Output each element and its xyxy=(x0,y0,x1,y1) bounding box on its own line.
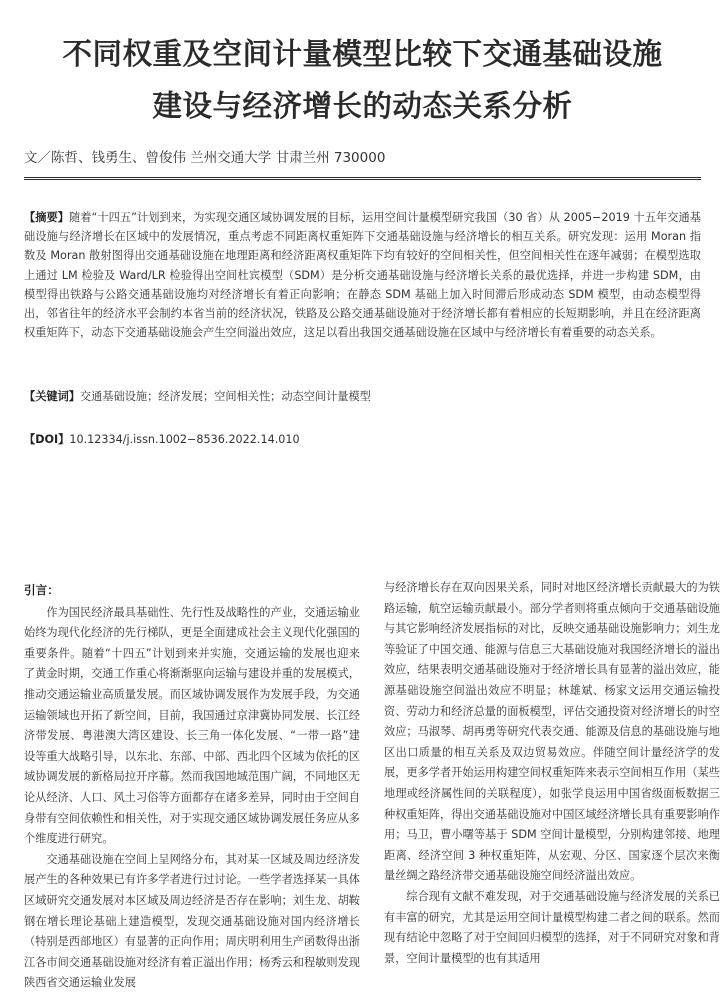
paper-title xyxy=(0,28,725,132)
doi xyxy=(24,431,300,447)
keywords-text: 交通基础设施；经济发展；空间相关性；动态空间计量模型 xyxy=(79,390,371,403)
title-line-1: 不同权重及空间计量模型比较下交通基础设施 xyxy=(62,37,663,71)
doi-text: 10.12334/j.issn.1002−8536.2022.14.010 xyxy=(69,433,300,446)
keywords xyxy=(24,388,371,404)
left-paragraph-2: 交通基础设施在空间上呈网络分布，其对某一区域及周边经济发展产生的各种效果已有许多学者进行过讨论。一些学者选择某一具体区域研究交通发展对本区域及周边经济是否存在影响；刘生龙、胡鞍钢在增长理论基础上建造模型，发现交通基础设施对国内经济增长（特别是西部地区）有显著的正向作用；周庆明利用生产函数得出浙江各市间交通基础设施对经济有着正溢出作用；杨秀云和程敏则发现陕西省交通运输业发展 xyxy=(24,852,360,990)
right-paragraph-1: 与经济增长存在双向因果关系，同时对地区经济增长贡献最大的为铁路运输，航空运输贡献最小。部分学者则将重点倾向于交通基础设施与其它影响经济发展指标的对比，反映交通基础设施影响力；刘生龙等验证了中国交通、能源与信息三大基础设施对我国经济增长的溢出效应，结果表明交通基础设施对于经济增长具有显著的溢出效应，能源基础设施空间溢出效应不明显；林雄斌、杨家文运用交通运输投资、劳动力和经济总量的面板模型，评估交通投资对经济增长的时空效应；马淑琴、胡再勇等研究代表交通、能源及信息的基础设施与地区出口质量的相互关系及双边贸易效应。伴随空间计量经济学的发展，更多学者开始运用构建空间权重矩阵来表示空间相互作用（某些地理或经济属性间的关联程度），如张学良运用中国省级面板数据三种权重矩阵，得出交通基础设施对中国区域经济增长具有重要影响作用；马卫，曹小曙等基于 SDM 空间计量模型，分别构建邻接、地理距离、经济空间 3 种权重矩阵，从宏观、分区、国家逐个层次来衡量丝绸之路经济带交通基础设施空间经济溢出效应。 xyxy=(384,581,720,883)
intro-heading: 引言： xyxy=(24,583,59,597)
keywords-label: 【关键词】 xyxy=(24,390,80,403)
doi-label: 【DOI】 xyxy=(24,433,70,446)
left-paragraph-1: 作为国民经济最具基础性、先行性及战略性的产业，交通运输业始终为现代化经济的先行梯队，更是全面建成社会主义现代化强国的重要条件。随着“十四五”计划到来并实施，交通运输的发展也迎来了黄金时期，交通工作重心将渐渐驱向运输与建设并重的发展模式，推动交通运输业高质量发展。而区域协调发展作为发展手段，为交通运输领域也开拓了新空间，目前，我国通过京津冀协同发展、长江经济带发展、粤港澳大湾区建设、长三角一体化发展、“一带一路”建设等重大战略引导，以东北、东部、中部、西北四个区域为依托的区域协调发展的新格局拉开序幕。然而我国地域范围广阔，不同地区无论从经济、人口、风土习俗等方面都存在诸多差异，同时由于空间自身带有空间依赖性和相关性，对于实现交通区域协调发展任务应从多个维度进行研究。 xyxy=(24,605,360,846)
body-column-right xyxy=(384,578,720,969)
body-column-left xyxy=(24,580,360,994)
divider-bottom xyxy=(24,179,701,180)
right-paragraph-2: 综合现有文献不难发现，对于交通基础设施与经济发展的关系已有丰富的研究，尤其是运用空间计量模型构建二者之间的联系。然而现有结论中忽略了对于空间回归模型的选择，对于不同研究对象和背景，空间计量模型的也有其适用 xyxy=(384,889,720,965)
abstract xyxy=(24,208,701,342)
abstract-label: 【摘要】 xyxy=(24,211,70,224)
author-line: 文／陈哲、钱勇生、曾俊伟 兰州交通大学 甘肃兰州 730000 xyxy=(24,150,386,166)
abstract-text: 随着“十四五”计划到来，为实现交通区域协调发展的目标，运用空间计量模型研究我国（30 省）从 2005−2019 十五年交通基础设施与经济增长在区域中的发展情况，重点考虑不同距离权重矩阵下交通基础设施与经济增长的相互关系。研究发现：运用 Moran 指数及 Moran 散射图得出交通基础设施在地理距离和经济距离权重矩阵下均有较好的空间相关性，但空间相关性在逐年减弱；在模型选取上通过 LM 检验及 Ward/LR 检验得出空间杜宾模型（SDM）是分析交通基础设施与经济增长关系的最优选择，并进一步构建 SDM，由模型得出铁路与公路交通基础设施均对经济增长有着正向影响；在静态 SDM 基础上加入时间滞后形成动态 SDM 模型，由动态模型得出，邻省往年的经济水平会制约本省当前的经济状况，铁路及公路交通基础设施对于经济增长都有着相应的长短期影响，并且在经济距离权重矩阵下，动态下交通基础设施会产生空间溢出效应，这足以看出我国交通基础设施在区域中与经济增长有着重要的动态关系。 xyxy=(24,211,701,340)
divider-top xyxy=(24,177,701,178)
title-line-2: 建设与经济增长的动态关系分析 xyxy=(152,89,573,123)
